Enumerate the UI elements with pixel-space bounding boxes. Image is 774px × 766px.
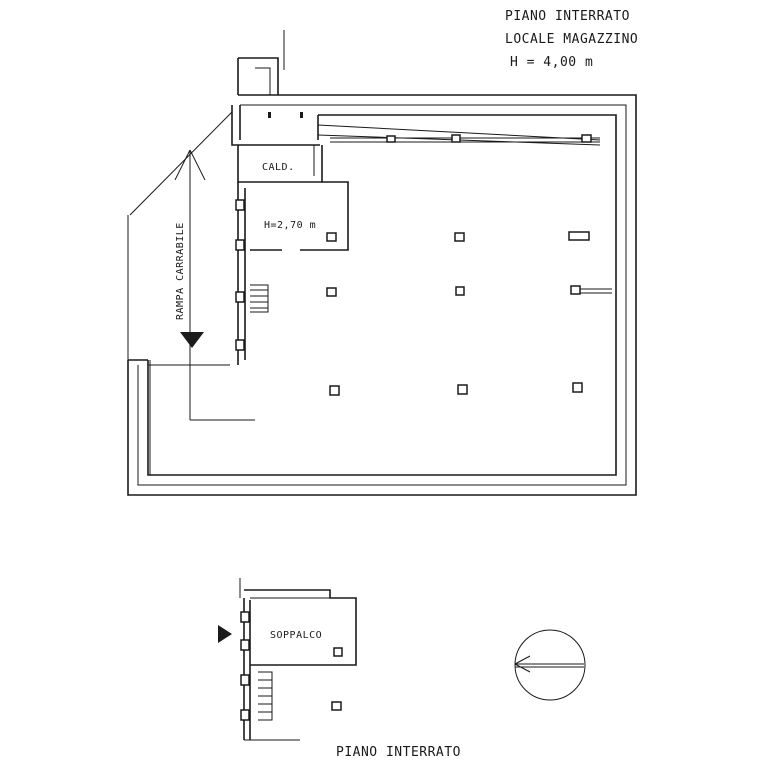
ramp	[128, 112, 255, 420]
ramp-arrow-icon	[180, 332, 204, 348]
pillar	[573, 383, 582, 392]
warehouse-pillars	[327, 135, 612, 395]
pillar	[571, 286, 580, 294]
pillar	[455, 233, 464, 241]
pillar	[330, 386, 339, 395]
pillar	[327, 233, 336, 241]
boiler-room-label: CALD.	[262, 162, 295, 173]
upper-rooms	[232, 105, 600, 145]
entry-arrow-icon	[218, 625, 232, 643]
title-line-1: PIANO INTERRATO	[505, 9, 630, 24]
mezzanine-plan	[218, 578, 356, 740]
pillar	[456, 287, 464, 295]
mezzanine-label: SOPPALCO	[270, 630, 323, 641]
footer-caption: PIANO INTERRATO	[336, 745, 461, 760]
pillar	[387, 136, 395, 142]
technical-shaft	[238, 30, 284, 95]
pillar	[458, 385, 467, 394]
title-line-2: LOCALE MAGAZZINO	[505, 32, 639, 47]
pillar	[452, 135, 460, 142]
ramp-label: RAMPA CARRABILE	[175, 222, 186, 320]
pillar	[582, 135, 591, 142]
north-compass-icon	[515, 630, 585, 700]
warehouse-walls	[128, 95, 636, 495]
inner-room-height-label: H=2,70 m	[264, 220, 317, 231]
inner-room	[236, 182, 348, 365]
pillar	[569, 232, 589, 240]
pillar	[327, 288, 336, 296]
title-line-3: H = 4,00 m	[510, 55, 594, 70]
